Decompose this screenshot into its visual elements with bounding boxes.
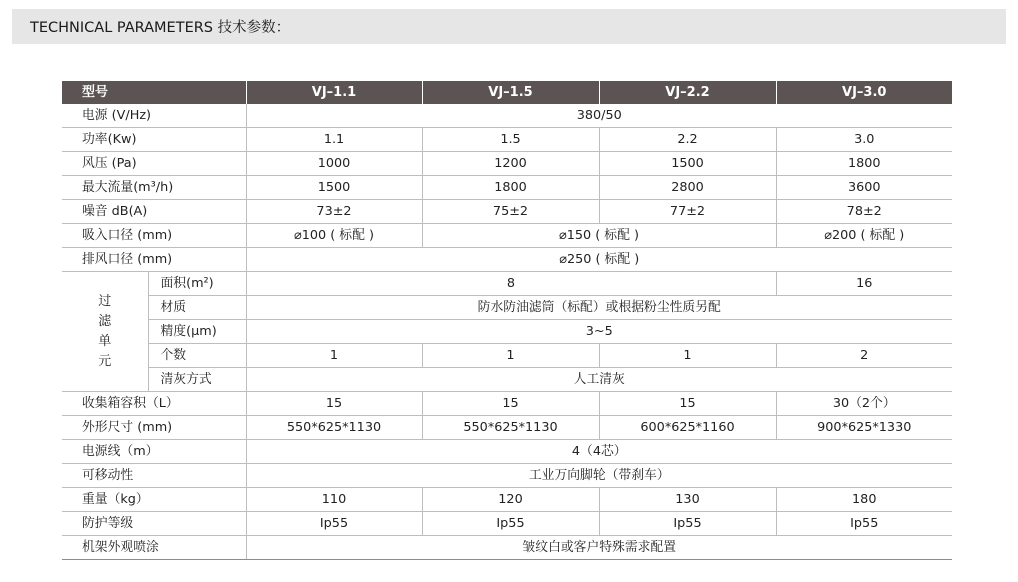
row-label: 材质 xyxy=(148,296,246,320)
table-row xyxy=(62,488,952,512)
table-row xyxy=(62,440,952,464)
table-row xyxy=(62,392,952,416)
row-label: 电源线（m） xyxy=(62,440,246,464)
table-row xyxy=(62,368,952,392)
row-label: 收集箱容积（L） xyxy=(62,392,246,416)
header-vj-1-1: VJ–1.1 xyxy=(246,81,422,104)
section-title: TECHNICAL PARAMETERS 技术参数： xyxy=(30,20,291,36)
cell-value: 1500 xyxy=(246,176,422,200)
cell-value: 130 xyxy=(599,488,776,512)
cell-value: 1.1 xyxy=(246,128,422,152)
table-row xyxy=(62,176,952,200)
row-label: 面积(m²) xyxy=(148,272,246,296)
table-row xyxy=(62,152,952,176)
table-row xyxy=(62,200,952,224)
cell-value: 380/50 xyxy=(246,104,952,128)
cell-value: 2800 xyxy=(599,176,776,200)
cell-value: 75±2 xyxy=(422,200,599,224)
cell-value: 1 xyxy=(422,344,599,368)
cell-value: 2 xyxy=(776,344,952,368)
cell-value: 30（2个） xyxy=(776,392,952,416)
cell-value: 1500 xyxy=(599,152,776,176)
header-vj-3-0: VJ–3.0 xyxy=(776,81,952,104)
row-label: 最大流量(m³/h) xyxy=(62,176,246,200)
cell-value: 3.0 xyxy=(776,128,952,152)
cell-value: 1.5 xyxy=(422,128,599,152)
cell-value: 110 xyxy=(246,488,422,512)
row-label: 风压 (Pa) xyxy=(62,152,246,176)
cell-value: 600*625*1160 xyxy=(599,416,776,440)
cell-value: 1800 xyxy=(776,152,952,176)
header-vj-2-2: VJ–2.2 xyxy=(599,81,776,104)
table-row xyxy=(62,296,952,320)
filter-unit-group-label xyxy=(62,272,148,392)
section-header xyxy=(12,9,1006,44)
header-vj-1-5: VJ–1.5 xyxy=(422,81,599,104)
cell-value: 16 xyxy=(776,272,952,296)
group-char: 单 xyxy=(98,333,112,349)
table-row xyxy=(62,344,952,368)
row-label: 外形尺寸 (mm) xyxy=(62,416,246,440)
cell-value: 8 xyxy=(246,272,776,296)
cell-value: 1800 xyxy=(422,176,599,200)
cell-value: ⌀150 ( 标配 ) xyxy=(422,224,776,248)
cell-value: ⌀250 ( 标配 ) xyxy=(246,248,952,272)
cell-value: 防水防油滤筒（标配）或根据粉尘性质另配 xyxy=(246,296,952,320)
cell-value: ⌀100 ( 标配 ) xyxy=(246,224,422,248)
row-label: 清灰方式 xyxy=(148,368,246,392)
cell-value: 1200 xyxy=(422,152,599,176)
cell-value: 皱纹白或客户特殊需求配置 xyxy=(246,536,952,560)
cell-value: Ip55 xyxy=(776,512,952,536)
cell-value: 1 xyxy=(599,344,776,368)
cell-value: 900*625*1330 xyxy=(776,416,952,440)
cell-value: 550*625*1130 xyxy=(246,416,422,440)
cell-value: 78±2 xyxy=(776,200,952,224)
cell-value: 1 xyxy=(246,344,422,368)
cell-value: 180 xyxy=(776,488,952,512)
cell-value: 550*625*1130 xyxy=(422,416,599,440)
cell-value: 工业万向脚轮（带刹车） xyxy=(246,464,952,488)
cell-value: 73±2 xyxy=(246,200,422,224)
header-model: 型号 xyxy=(62,81,246,104)
group-char: 元 xyxy=(98,353,112,369)
cell-value: 77±2 xyxy=(599,200,776,224)
row-label: 重量（kg） xyxy=(62,488,246,512)
row-label: 电源 (V/Hz) xyxy=(62,104,246,128)
row-label: 排风口径 (mm) xyxy=(62,248,246,272)
row-label: 机架外观喷涂 xyxy=(62,536,246,560)
table-row xyxy=(62,128,952,152)
cell-value: 4（4芯） xyxy=(246,440,952,464)
row-label: 精度(μm) xyxy=(148,320,246,344)
row-label: 功率(Kw) xyxy=(62,128,246,152)
table-row xyxy=(62,536,952,560)
table-row xyxy=(62,320,952,344)
table-row xyxy=(62,224,952,248)
cell-value: 3600 xyxy=(776,176,952,200)
cell-value: 1000 xyxy=(246,152,422,176)
cell-value: 15 xyxy=(422,392,599,416)
table-header-row xyxy=(62,81,952,104)
row-label: 吸入口径 (mm) xyxy=(62,224,246,248)
row-label: 个数 xyxy=(148,344,246,368)
table-row xyxy=(62,464,952,488)
cell-value: 15 xyxy=(599,392,776,416)
cell-value: Ip55 xyxy=(246,512,422,536)
table-row xyxy=(62,512,952,536)
cell-value: 15 xyxy=(246,392,422,416)
row-label: 噪音 dB(A) xyxy=(62,200,246,224)
cell-value: Ip55 xyxy=(422,512,599,536)
row-label: 可移动性 xyxy=(62,464,246,488)
row-label: 防护等级 xyxy=(62,512,246,536)
cell-value: 人工清灰 xyxy=(246,368,952,392)
table-row xyxy=(62,416,952,440)
cell-value: 2.2 xyxy=(599,128,776,152)
cell-value: 120 xyxy=(422,488,599,512)
table-row xyxy=(62,248,952,272)
group-char: 过 xyxy=(98,293,112,309)
cell-value: Ip55 xyxy=(599,512,776,536)
cell-value: ⌀200 ( 标配 ) xyxy=(776,224,952,248)
table-row xyxy=(62,272,952,296)
table-row xyxy=(62,104,952,128)
group-char: 滤 xyxy=(98,313,112,329)
technical-parameters-table xyxy=(62,81,952,560)
cell-value: 3~5 xyxy=(246,320,952,344)
